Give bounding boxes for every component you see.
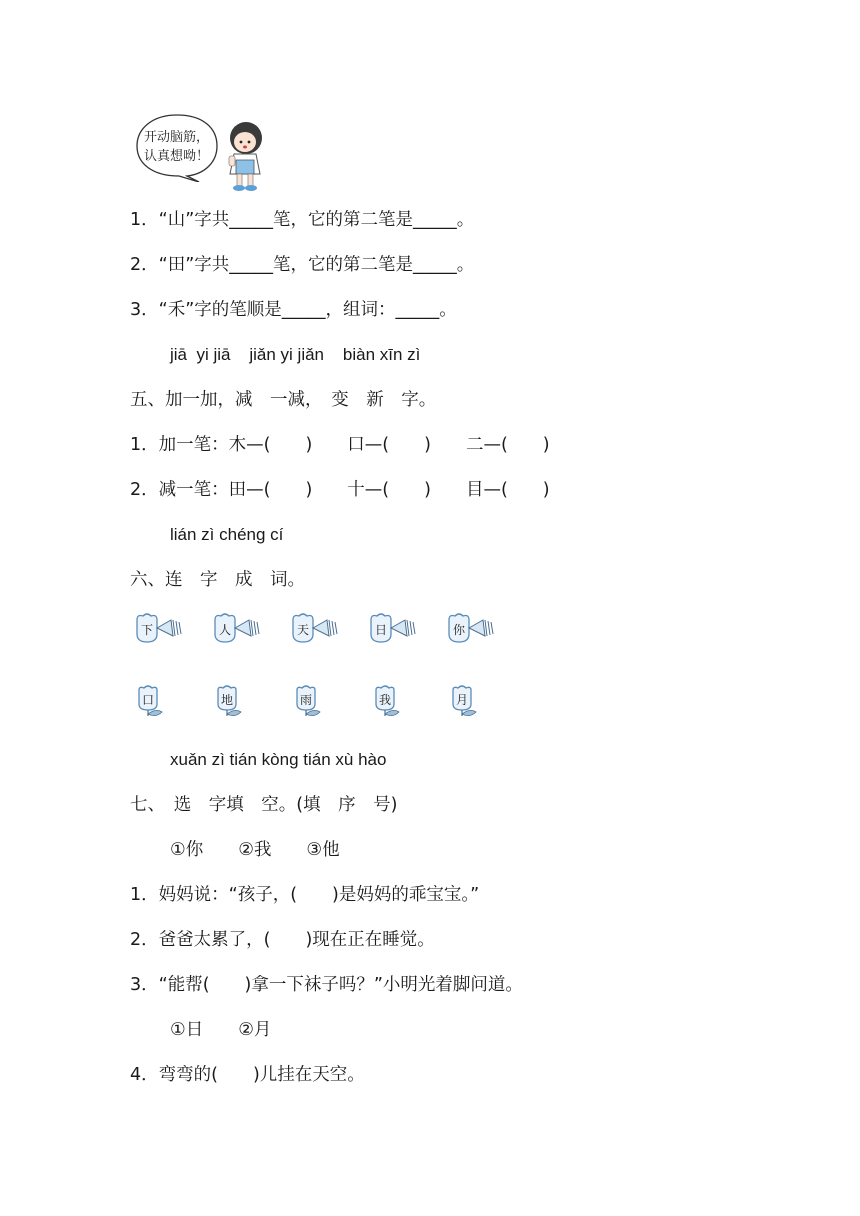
question-3: 3．“禾”字的笔顺是_____，组词：_____。	[130, 300, 457, 320]
top-char-2: 天	[296, 623, 310, 637]
section7-options-2: ①日 ②月	[170, 1020, 272, 1040]
bottom-char-3: 我	[378, 693, 392, 707]
section7-title: 七、 选 字填 空。(填 序 号)	[130, 795, 398, 815]
section5-q1: 1．加一笔：木—( ) 口—( ) 二—( )	[130, 435, 550, 455]
leaf-flower-icon	[371, 684, 405, 718]
section6-title: 六、连 字 成 词。	[130, 570, 305, 590]
flower-watering-can-icon	[133, 612, 193, 644]
top-char-3: 日	[374, 623, 388, 637]
section5-title: 五、加一加，减 一减， 变 新 字。	[130, 390, 437, 410]
flower-watering-can-icon	[289, 612, 349, 644]
bubble-line-1: 开动脑筋，	[144, 130, 210, 145]
question-2: 2．“田”字共_____笔，它的第二笔是_____。	[130, 255, 475, 275]
flower-watering-can-icon	[445, 612, 505, 644]
bottom-char-2: 雨	[299, 693, 313, 707]
girl-illustration	[222, 120, 268, 192]
section7-options-1: ①你 ②我 ③他	[170, 840, 340, 860]
bottom-char-4: 月	[455, 693, 469, 707]
section7-q2: 2．爸爸太累了，( )现在正在睡觉。	[130, 930, 435, 950]
section5-q2: 2．减一笔：田—( ) 十—( ) 目—( )	[130, 480, 550, 500]
bottom-char-1: 地	[220, 693, 234, 707]
speech-bubble	[133, 112, 221, 182]
top-char-1: 人	[218, 623, 232, 637]
leaf-flower-icon	[448, 684, 482, 718]
flower-watering-can-icon	[211, 612, 271, 644]
leaf-flower-icon	[213, 684, 247, 718]
section6-pinyin: lián zì chéng cí	[170, 525, 284, 544]
bubble-line-2: 认真想呦！	[144, 149, 210, 164]
leaf-flower-icon	[292, 684, 326, 718]
top-char-0: 下	[140, 623, 154, 637]
section5-pinyin: jiā yi jiā jiǎn yi jiǎn biàn xīn zì	[170, 345, 421, 364]
section7-q3: 3．“能帮( )拿一下袜子吗？”小明光着脚问道。	[130, 975, 523, 995]
question-1: 1．“山”字共_____笔，它的第二笔是_____。	[130, 210, 475, 230]
top-char-4: 你	[452, 623, 466, 637]
section7-q1: 1．妈妈说：“孩子，( )是妈妈的乖宝宝。”	[130, 885, 480, 905]
flower-watering-can-icon	[367, 612, 427, 644]
leaf-flower-icon	[134, 684, 168, 718]
section7-q4: 4．弯弯的( )儿挂在天空。	[130, 1065, 365, 1085]
section7-pinyin: xuǎn zì tián kòng tián xù hào	[170, 750, 387, 769]
bottom-char-0: 口	[141, 693, 155, 707]
